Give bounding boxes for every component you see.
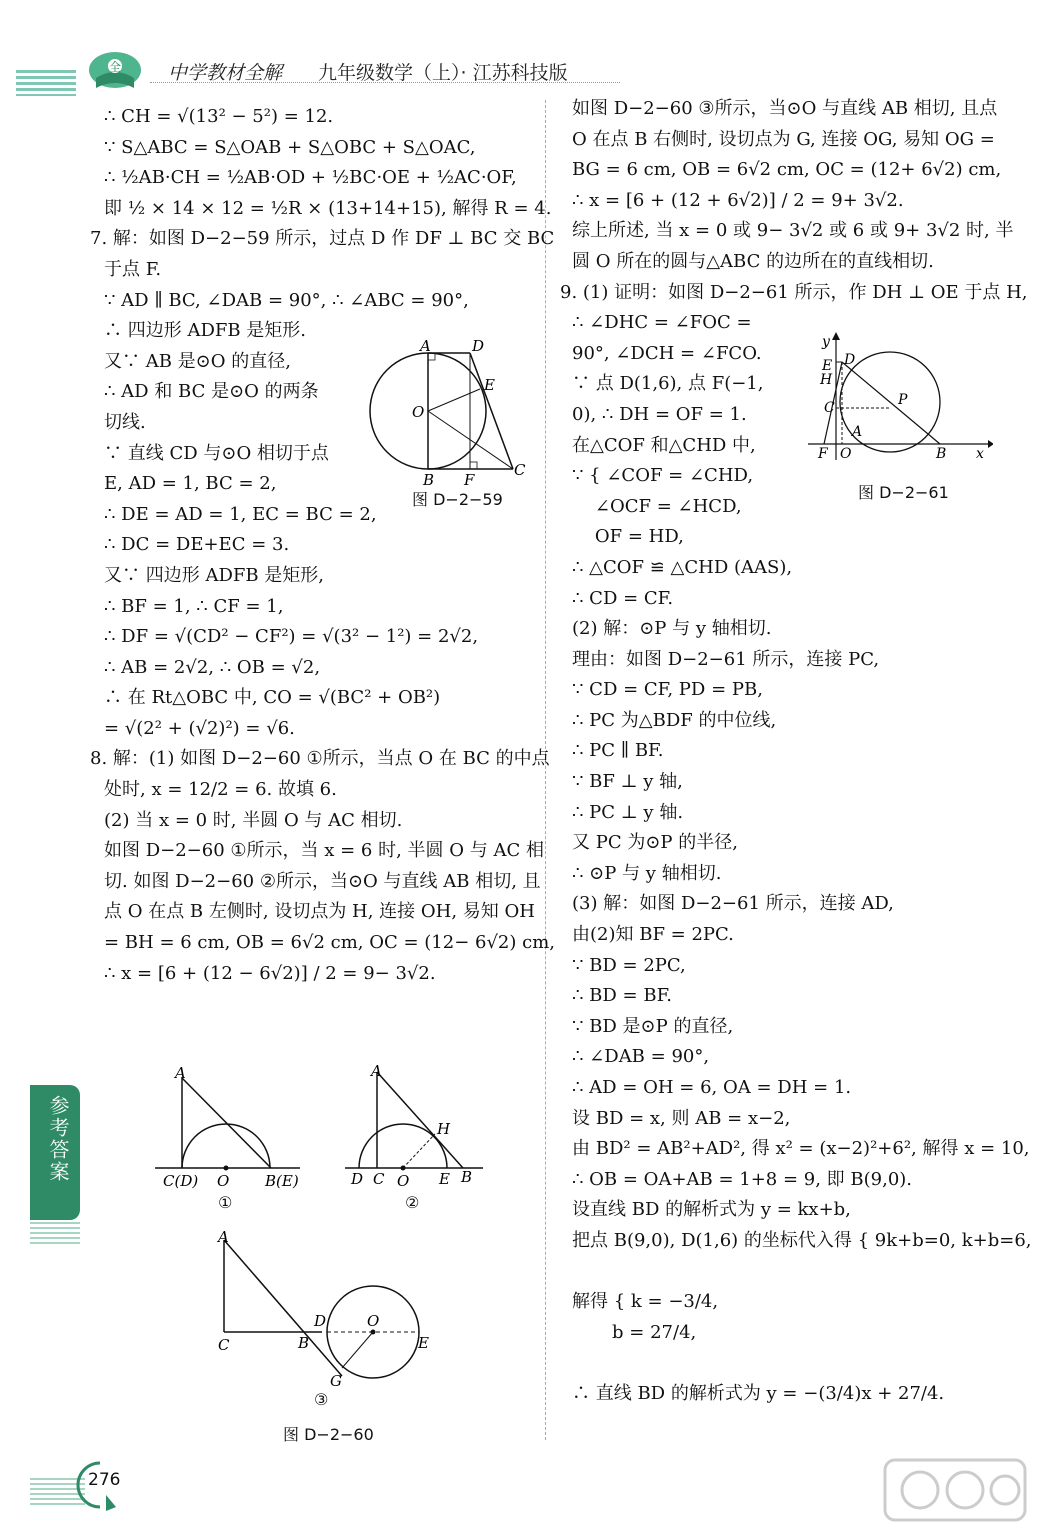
text-line: ∴ AB = 2√2, ∴ OB = √2, (104, 656, 321, 678)
text-line: ∵ 点 D(1,6), 点 F(−1, (572, 373, 764, 395)
watermark-logo-icon (880, 1455, 1030, 1525)
text-line: 圆 O 所在的圆与△ABC 的边所在的直线相切. (572, 250, 934, 272)
right-column (560, 94, 1032, 1410)
text-line: ∵ BF ⊥ y 轴, (572, 771, 683, 793)
figure-d-2-60-2 (345, 1062, 490, 1192)
label-a: A (218, 1228, 229, 1246)
text-line: ∴ OB = OA+AB = 1+8 = 9, 即 B(9,0). (572, 1168, 913, 1190)
answer-key-label: 参考答案 (46, 1095, 70, 1183)
label-b: B (423, 471, 435, 485)
text-line: 切. 如图 D−2−60 ②所示，当⊙O 与直线 AB 相切, 且 (104, 870, 541, 892)
label-c: C (373, 1170, 385, 1188)
text-line: ∴ BD = BF. (572, 985, 672, 1007)
text-line: 点 O 在点 B 左侧时, 设切点为 H, 连接 OH, 易知 OH (104, 901, 535, 923)
text-line: = BH = 6 cm, OB = 6√2 cm, OC = (12− 6√2) cm, (104, 932, 555, 954)
label-o: O (217, 1172, 230, 1190)
text-line: 即 ½ × 14 × 12 = ½R × (13+14+15), 解得 R = 4. (104, 197, 552, 219)
label-o: O (412, 403, 425, 421)
text-line: ∴ ⊙P 与 y 轴相切. (572, 862, 722, 884)
text-line: ∴ BF = 1, ∴ CF = 1, (104, 595, 284, 617)
sidebar-stripes (30, 1222, 80, 1244)
text-line: E, AD = 1, BC = 2, (104, 473, 277, 495)
caption-sub-1: ① (218, 1193, 233, 1212)
label-f: F (464, 471, 475, 485)
label-be: B(E) (265, 1172, 299, 1190)
label-b: B (461, 1168, 473, 1186)
text-line: ∵ { ∠COF = ∠CHD, (572, 465, 754, 487)
label-d: D (314, 1312, 327, 1330)
figure-d-2-61 (808, 332, 993, 470)
label-cd: C(D) (163, 1172, 199, 1190)
problem-7-line: 7. 解：如图 D−2−59 所示，过点 D 作 DF ⊥ BC 交 BC (90, 228, 555, 250)
label-e: E (439, 1170, 450, 1188)
text-line: (3) 解：如图 D−2−61 所示，连接 AD, (572, 893, 894, 915)
text-line: 如图 D−2−60 ①所示，当 x = 6 时, 半圆 O 与 AC 相 (104, 840, 544, 862)
text-line: = √(2² + (√2)²) = √6. (104, 717, 295, 739)
label-c: C (218, 1336, 230, 1354)
figure-d-2-60-1 (155, 1062, 305, 1192)
text-line: ∵ BD 是⊙P 的直径, (572, 1015, 734, 1037)
text-line: ∠OCF = ∠HCD, (572, 495, 742, 517)
label-d: D (472, 337, 485, 355)
label-p: P (898, 392, 908, 408)
label-h: H (820, 372, 833, 388)
text-line: 解得 { k = −3/4, (572, 1291, 719, 1313)
text-line: 又 PC 为⊙P 的半径, (572, 832, 738, 854)
caption-d-2-61: 图 D−2−61 (858, 483, 949, 502)
text-line: 设 BD = x, 则 AB = x−2, (572, 1107, 791, 1129)
label-a: A (420, 337, 431, 355)
label-c: C (514, 461, 526, 479)
caption-d-2-59: 图 D−2−59 (412, 490, 503, 509)
text-line: 把点 B(9,0), D(1,6) 的坐标代入得 { 9k+b=0, k+b=6, (572, 1229, 1032, 1251)
text-line: ∴ AD 和 BC 是⊙O 的两条 (104, 381, 319, 403)
label-d: D (844, 352, 856, 368)
text-line: ∴ PC 为△BDF 的中位线, (572, 709, 777, 731)
text-line: ∴ CH = √(13² − 5²) = 12. (104, 106, 334, 127)
text-line: 设直线 BD 的解析式为 y = kx+b, (572, 1199, 851, 1221)
label-c: C (824, 400, 835, 416)
text-line: ∵ CD = CF, PD = PB, (572, 679, 763, 701)
text-line: 综上所述, 当 x = 0 或 9− 3√2 或 6 或 9+ 3√2 时, 半 (572, 220, 1014, 242)
label-b: B (298, 1334, 310, 1352)
text-line: ∴ x = [6 + (12 + 6√2)] / 2 = 9+ 3√2. (572, 189, 904, 211)
text-line: 90°, ∠DCH = ∠FCO. (572, 342, 762, 364)
text-line: ∵ BD = 2PC, (572, 954, 686, 976)
caption-sub-3: ③ (314, 1390, 329, 1409)
caption-sub-2: ② (405, 1193, 420, 1212)
text-line: ∴ 四边形 ADFB 是矩形. (104, 320, 307, 342)
text-line: ∴ 在 Rt△OBC 中, CO = √(BC² + OB²) (104, 687, 441, 709)
figure-d-2-60-3 (210, 1228, 440, 1388)
text-line: OF = HD, (572, 526, 684, 548)
header-stripes (16, 70, 76, 96)
text-line: (2) 当 x = 0 时, 半圆 O 与 AC 相切. (104, 809, 403, 831)
label-e: E (418, 1334, 429, 1352)
text-line: ∴ 直线 BD 的解析式为 y = −(3/4)x + 27/4. (572, 1382, 945, 1404)
label-b: B (936, 446, 947, 462)
left-column (90, 102, 555, 989)
book-title: 中学教材全解 (168, 62, 283, 84)
text-line: ∴ PC ⊥ y 轴. (572, 801, 684, 823)
label-o: O (840, 446, 852, 462)
page-number: 276 (88, 1470, 121, 1490)
text-line: ∴ AD = OH = 6, OA = DH = 1. (572, 1077, 852, 1098)
problem-9-line: 9. (1) 证明：如图 D−2−61 所示，作 DH ⊥ OE 于点 H, (560, 281, 1028, 303)
label-a: A (175, 1064, 186, 1082)
label-y: y (822, 334, 830, 350)
text-line: ∴ DF = √(CD² − CF²) = √(3² − 1²) = 2√2, (104, 626, 479, 648)
text-line: ∴ ∠DAB = 90°, (572, 1046, 710, 1068)
text-line: 理由：如图 D−2−61 所示，连接 PC, (572, 648, 880, 670)
text-line: ∴ ½AB·CH = ½AB·OD + ½BC·OE + ½AC·OF, (104, 167, 517, 189)
label-d: D (351, 1170, 364, 1188)
text-line: ∴ DE = AD = 1, EC = BC = 2, (104, 503, 377, 525)
text-line: ∵ 直线 CD 与⊙O 相切于点 (104, 442, 329, 464)
svg-text:全: 全 (109, 60, 122, 74)
text-line: ∵ AD ∥ BC, ∠DAB = 90°, ∴ ∠ABC = 90°, (104, 289, 469, 311)
label-f: F (818, 446, 828, 462)
text-line: ∵ S△ABC = S△OAB + S△OBC + S△OAC, (104, 136, 476, 158)
label-h: H (437, 1120, 451, 1138)
answer-key-tab (30, 1085, 80, 1220)
text-line: ∴ x = [6 + (12 − 6√2)] / 2 = 9− 3√2. (104, 962, 436, 984)
text-line: (2) 解：⊙P 与 y 轴相切. (572, 618, 772, 640)
text-line: 又∵ AB 是⊙O 的直径, (104, 350, 291, 372)
label-a: A (371, 1062, 382, 1080)
text-line: ∴ △COF ≌ △CHD (AAS), (572, 556, 793, 578)
label-a: A (852, 424, 863, 440)
text-line (572, 1348, 1002, 1379)
text-line: 处时, x = 12/2 = 6. 故填 6. (104, 779, 337, 801)
text-line: 于点 F. (104, 258, 162, 280)
label-g: G (330, 1372, 342, 1388)
caption-d-2-60: 图 D−2−60 (283, 1425, 374, 1444)
text-line: b = 27/4, (572, 1321, 697, 1343)
text-line: 由 BD² = AB²+AD², 得 x² = (x−2)²+6², 解得 x = 10, (572, 1138, 1030, 1160)
figure-d-2-59 (368, 335, 530, 485)
text-line: 如图 D−2−60 ③所示，当⊙O 与直线 AB 相切, 且点 (572, 98, 998, 119)
text-line: BG = 6 cm, OB = 6√2 cm, OC = (12+ 6√2) cm, (572, 159, 1002, 181)
text-line: 切线. (104, 411, 146, 433)
problem-8-line: 8. 解：(1) 如图 D−2−60 ①所示，当点 O 在 BC 的中点 (90, 748, 550, 770)
text-line: 又∵ 四边形 ADFB 是矩形, (104, 564, 325, 586)
text-line: ∴ DC = DE+EC = 3. (104, 534, 290, 556)
label-e: E (484, 376, 495, 394)
book-logo-icon (82, 48, 148, 98)
text-line: O 在点 B 右侧时, 设切点为 G, 连接 OG, 易知 OG = (572, 128, 995, 150)
text-line: 0), ∴ DH = OF = 1. (572, 403, 747, 425)
label-e: E (822, 358, 833, 374)
text-line: 由(2)知 BF = 2PC. (572, 924, 734, 946)
text-line (572, 1257, 1002, 1288)
label-o: O (367, 1312, 380, 1330)
column-divider (545, 100, 546, 1440)
text-line: ∴ CD = CF. (572, 587, 674, 609)
header-divider (150, 82, 620, 83)
label-x: x (976, 446, 984, 462)
label-o: O (397, 1172, 410, 1190)
text-line: ∴ ∠DHC = ∠FOC = (572, 312, 752, 334)
text-line: ∴ PC ∥ BF. (572, 740, 664, 762)
book-subtitle: 九年级数学（上）· 江苏科技版 (318, 62, 568, 84)
text-line: 在△COF 和△CHD 中, (572, 434, 756, 456)
